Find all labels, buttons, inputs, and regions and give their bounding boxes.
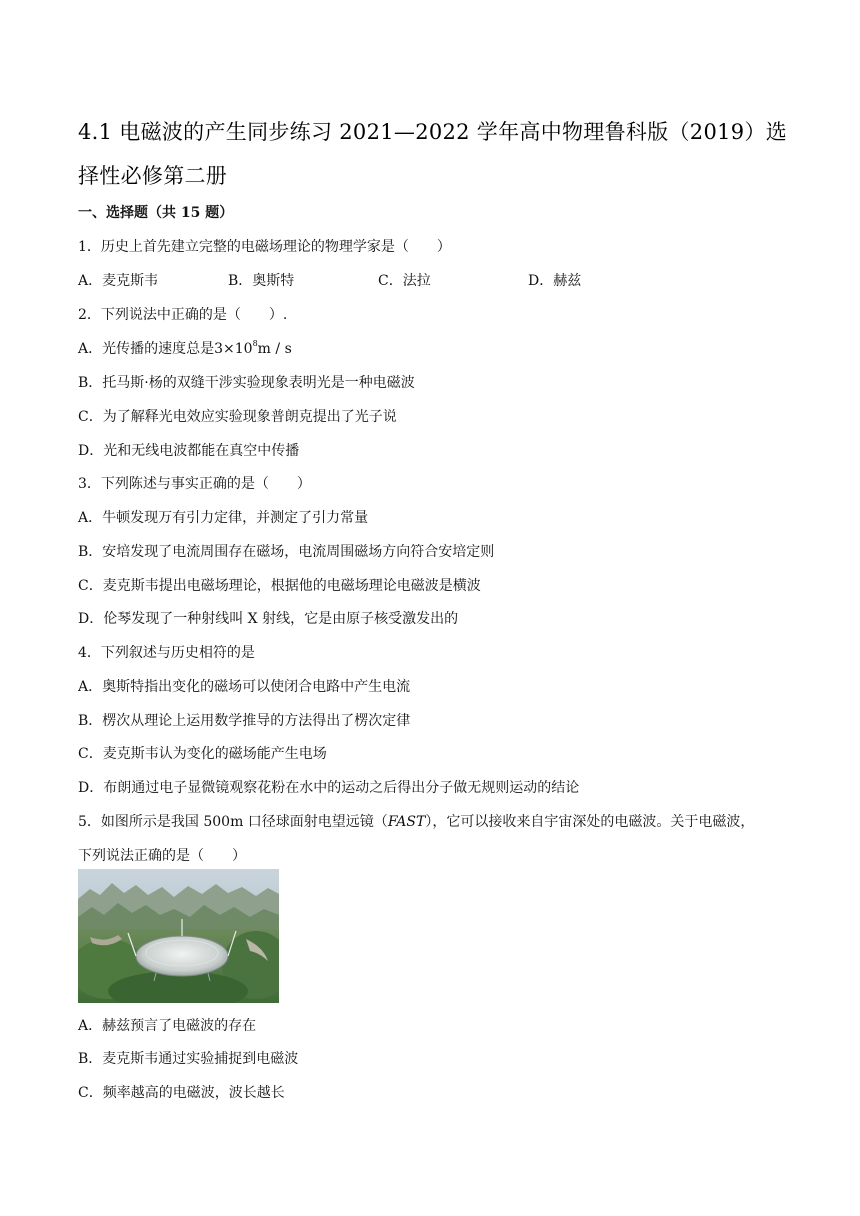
question-3-option-b: B．安培发现了电流周围存在磁场，电流周围磁场方向符合安培定则 <box>78 544 495 560</box>
question-1-option-a: A．麦克斯韦 <box>78 273 159 289</box>
question-1-option-c: C．法拉 <box>378 273 431 289</box>
fast-abbreviation: FAST <box>387 814 426 830</box>
question-3-stem: 3．下列陈述与事实正确的是（ ） <box>78 476 311 492</box>
option-a-prefix: A．光传播的速度总是 <box>78 341 215 357</box>
speed-base: 3×10 <box>214 341 253 357</box>
question-4-option-c: C．麦克斯韦认为变化的磁场能产生电场 <box>78 746 327 762</box>
question-3-option-a: A．牛顿发现万有引力定律，并测定了引力常量 <box>78 510 369 526</box>
speed-exponent: 8 <box>252 339 258 348</box>
speed-unit: m / s <box>257 341 292 357</box>
document-title: 4.1 电磁波的产生同步练习 2021—2022 学年高中物理鲁科版（2019）选择性必修第二册 <box>78 120 788 188</box>
question-3-option-d: D．伦琴发现了一种射线叫 X 射线，它是由原子核受激发出的 <box>78 611 459 627</box>
question-5-stem <box>78 811 754 831</box>
question-3-option-c: C．麦克斯韦提出电磁场理论，根据他的电磁场理论电磁波是横波 <box>78 578 481 594</box>
question-4-option-b: B．楞次从理论上运用数学推导的方法得出了楞次定律 <box>78 713 411 729</box>
question-5-option-c: C．频率越高的电磁波，波长越长 <box>78 1085 285 1101</box>
speed-formula <box>214 341 292 357</box>
question-5-stem-end: ），它可以接收来自宇宙深处的电磁波。关于电磁波， <box>425 814 755 830</box>
question-2-option-a <box>78 338 292 358</box>
question-4-stem: 4．下列叙述与历史相符的是 <box>78 645 255 661</box>
question-1-stem: 1．历史上首先建立完整的电磁场理论的物理学家是（ ） <box>78 239 451 255</box>
question-4-option-d: D．布朗通过电子显微镜观察花粉在水中的运动之后得出分子做无规则运动的结论 <box>78 780 580 796</box>
question-4-option-a: A．奥斯特指出变化的磁场可以使闭合电路中产生电流 <box>78 679 411 695</box>
question-5-option-a: A．赫兹预言了电磁波的存在 <box>78 1018 257 1034</box>
question-2-option-d: D．光和无线电波都能在真空中传播 <box>78 443 300 459</box>
fast-telescope-photo <box>78 869 279 1003</box>
question-5-stem-start: 5．如图所示是我国 500m 口径球面射电望远镜（ <box>78 814 388 830</box>
question-1-option-d: D．赫兹 <box>528 273 582 289</box>
question-5-option-b: B．麦克斯韦通过实验捕捉到电磁波 <box>78 1051 299 1067</box>
question-2-option-c: C．为了解释光电效应实验现象普朗克提出了光子说 <box>78 409 397 425</box>
section-heading: 一、选择题（共 15 题） <box>78 205 234 221</box>
question-5-stem-line2: 下列说法正确的是（ ） <box>78 848 246 864</box>
question-2-stem: 2．下列说法中正确的是（ ）. <box>78 307 288 323</box>
question-1-option-b: B．奥斯特 <box>228 273 295 289</box>
question-2-option-b: B．托马斯·杨的双缝干涉实验现象表明光是一种电磁波 <box>78 375 415 391</box>
